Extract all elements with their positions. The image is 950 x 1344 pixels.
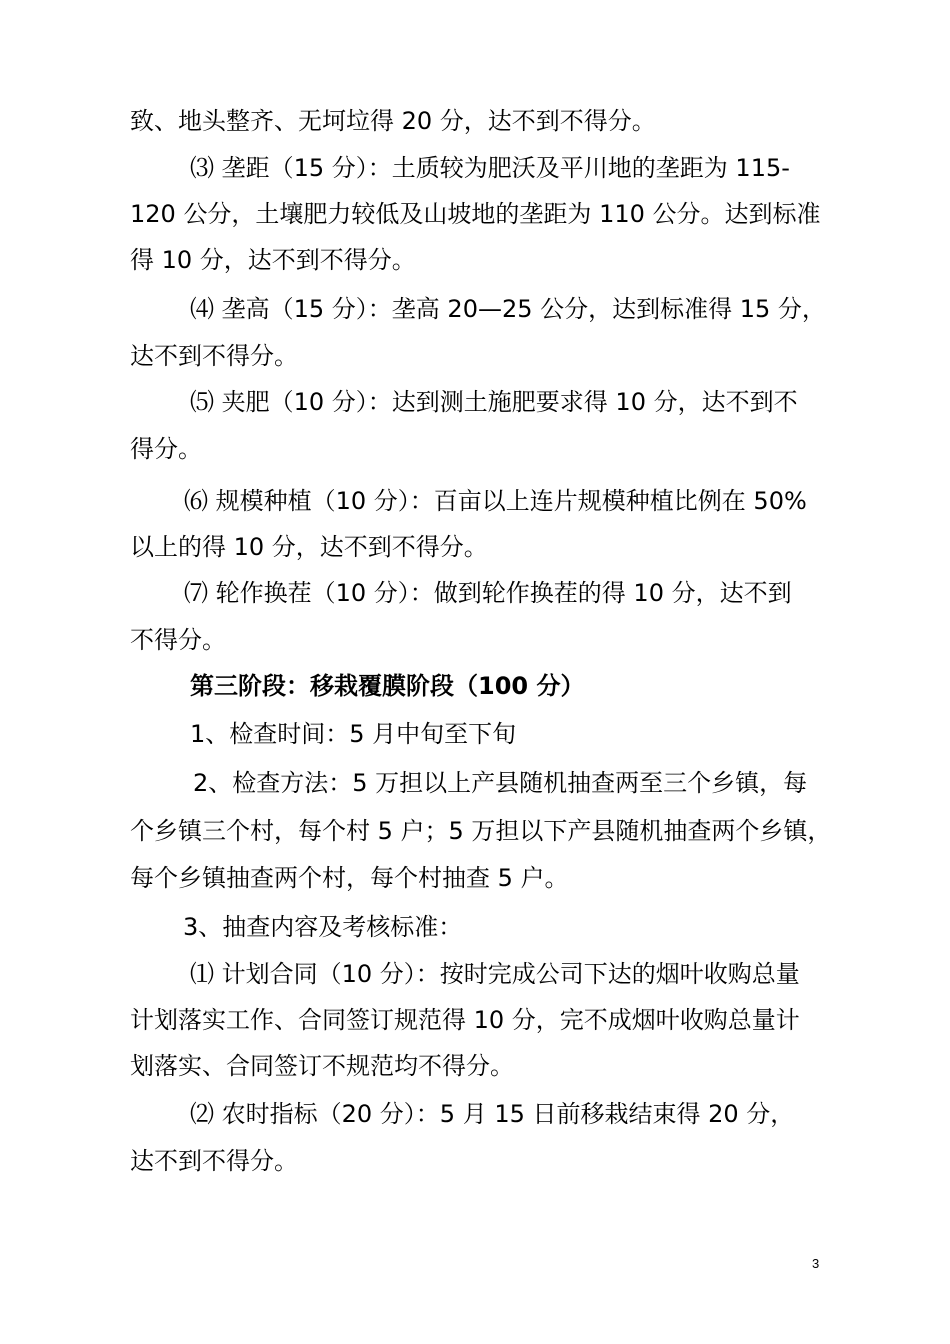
text-line: 达不到不得分。: [130, 1147, 298, 1175]
text-line: 2、检查方法：5 万担以上产县随机抽查两至三个乡镇，每: [193, 769, 808, 797]
text-line: 不得分。: [130, 626, 226, 654]
section-heading: 第三阶段：移栽覆膜阶段（100 分）: [190, 672, 585, 700]
text-line: 得分。: [130, 435, 202, 463]
text-line: ⑶ 垄距（15 分）：土质较为肥沃及平川地的垄距为 115-: [190, 154, 790, 182]
text-line: ⑸ 夹肥（10 分）：达到测土施肥要求得 10 分，达不到不: [190, 388, 798, 416]
text-line: 以上的得 10 分，达不到不得分。: [130, 533, 488, 561]
text-line: 致、地头整齐、无坷垃得 20 分，达不到不得分。: [130, 107, 656, 135]
text-line: 得 10 分，达不到不得分。: [130, 246, 416, 274]
text-line: 每个乡镇抽查两个村，每个村抽查 5 户。: [130, 864, 569, 892]
page-number: 3: [812, 1256, 820, 1271]
text-line: 120 公分，土壤肥力较低及山坡地的垄距为 110 公分。达到标准: [130, 200, 821, 228]
text-line: ⑹ 规模种植（10 分）：百亩以上连片规模种植比例在 50%: [184, 487, 807, 515]
text-line: 3、抽查内容及考核标准：: [183, 913, 463, 941]
text-line: 达不到不得分。: [130, 342, 298, 370]
text-line: 个乡镇三个村，每个村 5 户；5 万担以下产县随机抽查两个乡镇，: [130, 817, 832, 845]
text-line: 1、检查时间：5 月中旬至下旬: [190, 720, 517, 748]
text-line: ⑺ 轮作换茬（10 分）：做到轮作换茬的得 10 分，达不到: [184, 579, 792, 607]
text-line: 划落实、合同签订不规范均不得分。: [130, 1052, 514, 1080]
text-line: ⑷ 垄高（15 分）：垄高 20—25 公分，达到标准得 15 分，: [190, 295, 826, 323]
text-line: ⑴ 计划合同（10 分）：按时完成公司下达的烟叶收购总量: [190, 960, 800, 988]
text-line: 计划落实工作、合同签订规范得 10 分，完不成烟叶收购总量计: [130, 1006, 800, 1034]
text-line: ⑵ 农时指标（20 分）：5 月 15 日前移栽结束得 20 分，: [190, 1100, 795, 1128]
